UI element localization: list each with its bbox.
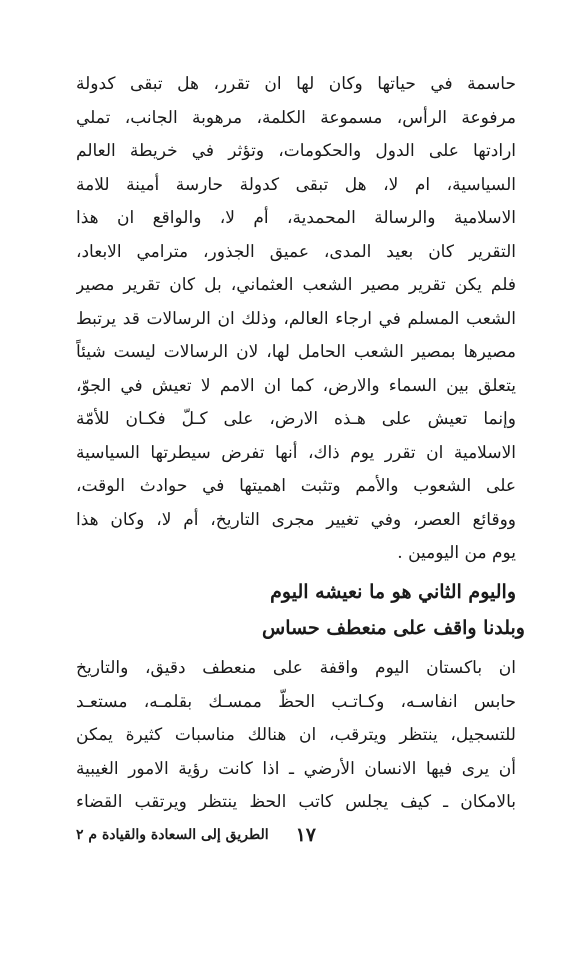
section-heading-line-2: وبلدنا واقف على منعطف حساس [262, 617, 525, 639]
paragraph-1 [76, 68, 516, 571]
text-line: ووقائع العصر، وفي تغيير مجرى التاريخ، أم لا، وكان هذا [76, 509, 516, 530]
page-number: ١٧ [295, 824, 316, 846]
text-line: ارادتها على الدول والحكومات، وتؤثر في خريطة العالم [76, 141, 516, 161]
text-line: الاسلامية والرسالة المحمدية، أم لا، والواقع ان هذا [76, 208, 516, 228]
text-line: حاسمة في حياتها وكان لها ان تقرر، هل تبقى كدولة [76, 74, 516, 94]
text-line: فلم يكن تقرير مصير الشعب العثماني، بل كان تقرير مصير [76, 275, 516, 295]
section-heading-line-1: واليوم الثاني هو ما نعيشه اليوم [270, 581, 516, 603]
text-line: يوم من اليومين . [397, 543, 516, 563]
text-line: الشعب المسلم في ارجاء العالم، وذلك ان الرسالات قد يرتبط [76, 308, 516, 329]
text-line: على الشعوب والأمم وتثبت اهميتها في حوادث الوقت، [76, 476, 516, 496]
text-line: السياسية، ام لا، هل تبقى كدولة حارسة أمينة للامة [76, 174, 516, 195]
text-line: حابس انفاسـه، وكـاتـب الحظّ ممسـك بقلمـه، مستعـد [76, 691, 516, 712]
text-line: بالامكان ـ كيف يجلس كاتب الحظ ينتظر ويرتقب القضاء [76, 792, 516, 812]
text-line: وإنما تعيش على هـذه الارض، على كـلّ فكـان للأمّة [76, 409, 516, 429]
page-footer [76, 822, 516, 848]
text-line: يتعلق بين السماء والارض، كما ان الامم لا تعيش في الجوّ، [76, 375, 516, 396]
paragraph-2 [76, 652, 516, 820]
book-title: الطريق إلى السعادة والقيادة م ٢ [76, 827, 269, 843]
text-line: التقرير كان بعيد المدى، عميق الجذور، مترامي الابعاد، [76, 241, 516, 262]
text-line: الاسلامية ان تقرر يوم ذاك، أنها تفرض سيطرتها السياسية [76, 442, 516, 463]
text-line: أن يرى فيها الانسان الأرضي ـ اذا كانت رؤية الامور الغيبية [76, 758, 516, 779]
text-line: للتسجيل، ينتظر ويترقب، ان هنالك مناسبات كثيرة يمكن [76, 725, 516, 745]
text-line: مرفوعة الرأس، مسموعة الكلمة، مرهوبة الجانب، تملي [76, 107, 516, 128]
text-line: مصيرها بمصير الشعب الحامل لها، لان الرسالات ليست شيئاً [76, 342, 516, 362]
text-line: ان باكستان اليوم واقفة على منعطف دقيق، والتاريخ [76, 658, 516, 678]
